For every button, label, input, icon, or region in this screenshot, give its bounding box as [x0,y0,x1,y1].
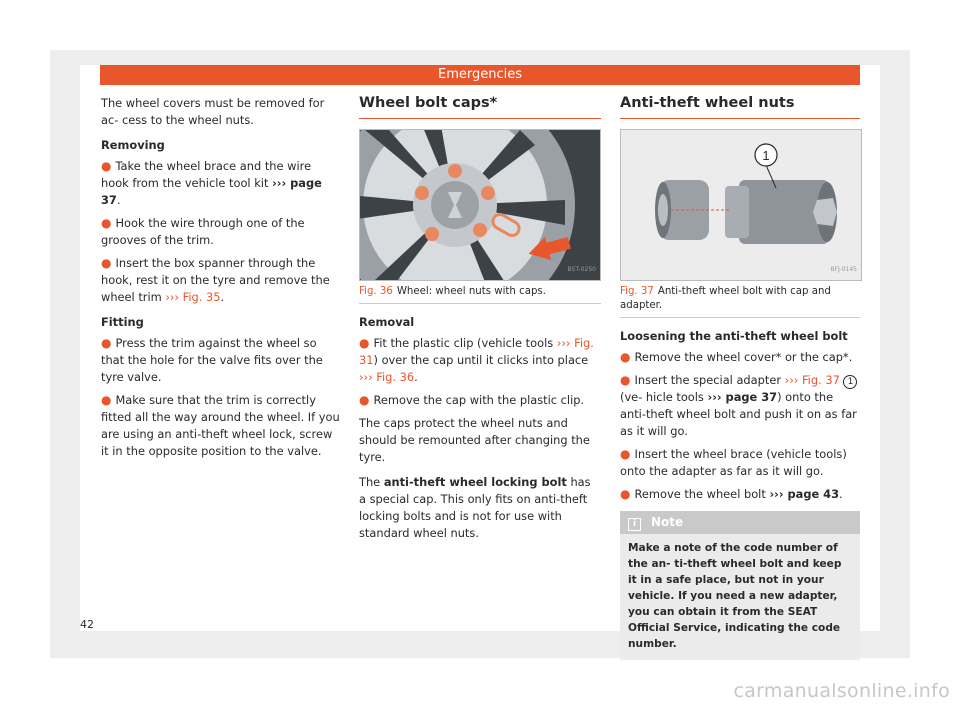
bullet-icon: ● [620,373,631,387]
bullet-icon: ● [101,336,112,350]
anti-theft-bolt-illustration [621,130,861,280]
removing-heading: Removing [101,138,165,152]
page-link[interactable]: ››› page 43 [769,487,840,501]
anti-theft-paragraph: The anti-theft wheel locking bolt has a special cap. This only fits on anti-theft locking bolts and is not for use with standard wheel nuts. [359,475,591,540]
column-2 [359,95,601,550]
section-header: Emergencies [100,65,860,85]
note-text: Make a note of the code number of the an- ti-theft wheel bolt and keep it in a safe place, but not in your vehicle. If you need a new adapter, you can obtain it from the SEAT Official Service, indicating the code number. [628,542,842,650]
figure-code: BFJ-0145 [830,266,857,273]
removal-heading: Removal [359,315,415,329]
note-box [620,511,860,660]
fig-link[interactable]: ››› Fig. 31 [359,336,594,367]
fitting-heading: Fitting [101,315,144,329]
wheel-illustration [360,130,600,280]
loosening-heading: Loosening the anti-theft wheel bolt [620,329,848,343]
figure-37-caption: Fig. 37 Anti-theft wheel bolt with cap and adapter. [620,281,860,318]
bullet-icon: ● [620,487,631,501]
removal-step-1: ● Fit the plastic clip (vehicle tools ››› Fig. 31) over the cap until it clicks into place ››› Fig. 36. [359,336,594,384]
page-link[interactable]: ››› page 37 [707,390,778,404]
wheel-bolt-caps-title: Wheel bolt caps* [359,95,601,119]
figure-code: B5T-0250 [567,266,596,273]
info-icon: i [628,518,641,531]
page-link[interactable]: ››› page 37 [101,176,322,207]
anti-theft-title: Anti-theft wheel nuts [620,95,860,119]
loosen-step-1: ● Remove the wheel cover* or the cap*. [620,350,853,364]
bullet-icon: ● [101,216,112,230]
fig-link[interactable]: ››› Fig. 36 [359,370,415,384]
callout-1-label: 1 [762,148,770,163]
removal-step-2: ● Remove the cap with the plastic clip. [359,393,585,407]
bullet-icon: ● [101,159,112,173]
fig-link[interactable]: ››› Fig. 35 [165,290,221,304]
figure-37-image [620,129,862,281]
removing-step-3: ● Insert the box spanner through the hook, rest it on the tyre and remove the wheel trim ››› Fig. 35. [101,256,330,304]
removing-step-2: ● Hook the wire through one of the grooves of the trim. [101,216,305,247]
loosen-step-4: ● Remove the wheel bolt ››› page 43. [620,487,843,501]
figure-36-image [359,129,601,281]
loosen-step-2: ● Insert the special adapter ››› Fig. 37 1 (ve- hicle tools ››› page 37) onto the anti-theft wheel bolt and push it on as far as it will go. [620,373,857,438]
watermark: carmanualsonline.info [733,680,950,702]
bullet-icon: ● [359,336,370,350]
removing-step-1: ● Take the wheel brace and the wire hook from the vehicle tool kit ››› page 37. [101,159,322,207]
callout-1-icon: 1 [843,375,857,389]
bullet-icon: ● [620,350,631,364]
figure-36-caption: Fig. 36 Wheel: wheel nuts with caps. [359,281,601,304]
loosen-step-3: ● Insert the wheel brace (vehicle tools) onto the adapter as far as it will go. [620,447,847,478]
bullet-icon: ● [359,393,370,407]
fitting-step-1: ● Press the trim against the wheel so that the hole for the valve fits over the tyre valve. [101,336,323,384]
page-number: 42 [80,618,94,631]
bullet-icon: ● [101,256,112,270]
caps-paragraph: The caps protect the wheel nuts and should be remounted after changing the tyre. [359,416,590,464]
fig-link[interactable]: ››› Fig. 37 [784,373,840,387]
fitting-step-2: ● Make sure that the trim is correctly fitted all the way around the wheel. If you are using an anti-theft wheel lock, screw it in the opposite position to the valve. [101,393,340,458]
bullet-icon: ● [620,447,631,461]
column-3 [620,95,860,660]
intro-text: The wheel covers must be removed for ac- cess to the wheel nuts. [101,96,325,127]
column-1 [101,95,341,466]
bullet-icon: ● [101,393,112,407]
note-header: i Note [620,511,860,534]
